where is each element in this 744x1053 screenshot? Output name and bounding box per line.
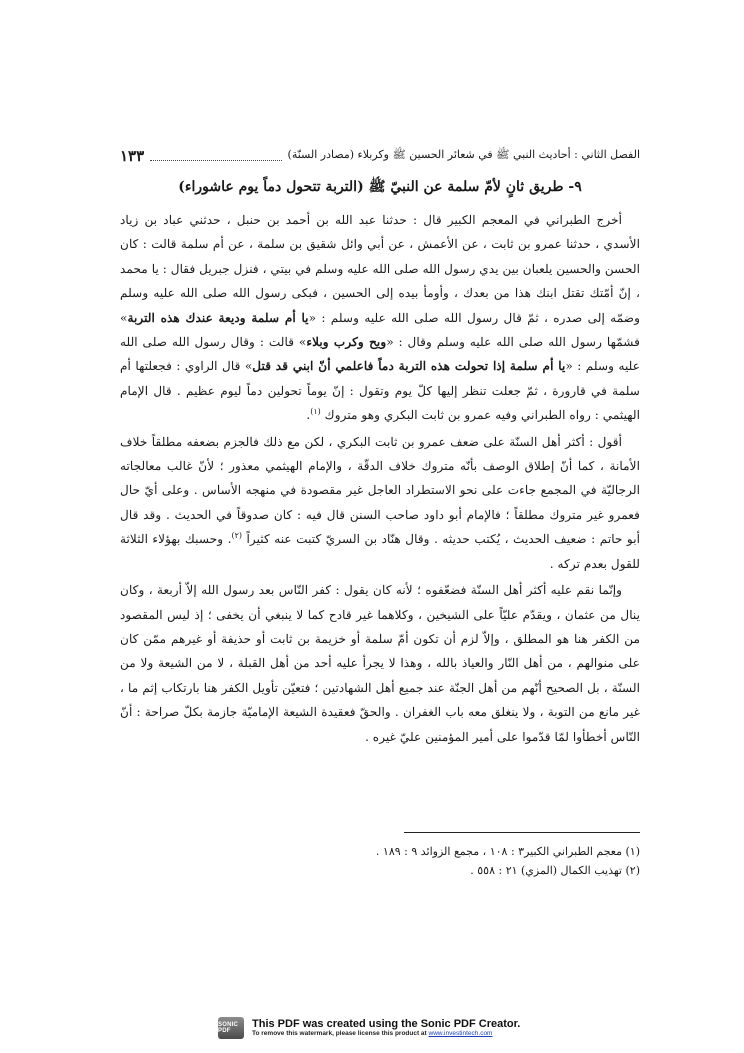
pdf-watermark bbox=[218, 1012, 538, 1044]
hadith-quote: ويح وكرب وبلاء bbox=[306, 335, 387, 350]
main-text bbox=[120, 208, 640, 749]
page-number: ١٣٣ bbox=[120, 147, 145, 165]
watermark-subtitle: To remove this watermark, please license this product at www.investintech.com bbox=[252, 1030, 493, 1038]
footnotes bbox=[290, 842, 640, 880]
section-heading: ٩- طريق ثانٍ لأمّ سلمة عن النبيّ ﷺ (التربة تتحول دماً يوم عاشوراء) bbox=[178, 179, 582, 195]
footnote-2: (٢) تهذيب الكمال (المزي) ٢١ : ٥٥٨ . bbox=[470, 864, 640, 877]
chapter-title: الفصل الثاني : أحاديث النبي ﷺ في شعائر الحسين ﷺ وكربلاء (مصادر السنّة) bbox=[287, 148, 640, 161]
sonic-pdf-logo: SONIC PDF bbox=[218, 1017, 244, 1039]
paragraph-1: أخرج الطبراني في المعجم الكبير قال : حدثنا عبد الله بن أحمد بن حنبل ، حدثني عباد بن زياد الأسدي ، حدثنا عمرو بن ثابت ، عن الأعمش ، عن أبي وائل شقيق بن سلمة ، عن أم سلمة قالت : كان الحسن والحسين يلعبان بين يدي رسول الله صلى الله عليه وسلم في بيتي ، فنزل جبريل فقال : يا محمد ، إنّ أمّتك تقتل ابنك هذا من بعدك ، وأومأ بيده إلى الحسين ، فبكى رسول الله صلى الله عليه وسلم وضمّه إلى صدره ، ثمّ قال رسول الله صلى الله عليه وسلم : «يا أم سلمة وديعة عندك هذه التربة» فشمّها رسول الله صلى الله عليه وسلم وقال : «ويح وكرب وبلاء» قالت : وقال رسول الله صلى الله عليه وسلم : «يا أم سلمة إذا تحولت هذه التربة دماً فاعلمي أنّ ابني قد قتل» قال الراوي : فجعلتها أم سلمة في قارورة ، ثمّ جعلت تنظر إليها كلّ يوم وتقول : إنّ يوماً تحولين دماً ليوم عظيم . قال الإمام الهيثمي : رواه الطبراني وفيه عمرو بن ثابت البكري وهو متروك $^{(١)}$. bbox=[120, 213, 640, 423]
paragraph-3: وإنّما نقم عليه أكثر أهل السنّة فضعّفوه ؛ لأنه كان يقول : كفر النّاس بعد رسول الله إلاّ أربعة ، وكان ينال من عثمان ، ويقدّم عليّاً على الشيخين ، وكلاهما غير قادح كما لا ينبغي أن يخفى ؛ إذ ليس المقصود من الكفر هنا هو المطلق ، وإلاّ لزم أن تكون أمّ سلمة أو خزيمة بن ثابت أو حذيفة أو غيرهم ممّن كان على منوالهم ، من أهل النّار والعياذ بالله ، وهذا لا يجرأ عليه أحد من أهل القبلة ، لا من الشيعة ولا من السنّة ، بل الصحيح أنّهم من أهل الجنّة عند جميع أهل الشهادتين ؛ فتعيّن تأويل الكفر هنا بارتكاب إثم ما ، غير مانع من التوبة ، ولا ينغلق معه باب الغفران . والحقّ فعقيدة الشيعة الإماميّة جازمة بكلّ صراحة : أنّ النّاس أخطأوا لمّا قدّموا على أمير المؤمنين عليّ غيره . bbox=[120, 583, 640, 744]
footnote-marker: (١) bbox=[310, 407, 321, 417]
running-header bbox=[120, 146, 640, 166]
footnote-divider bbox=[404, 832, 640, 833]
watermark-title: This PDF was created using the Sonic PDF Creator. bbox=[252, 1018, 521, 1031]
footnote-1: (١) معجم الطبراني الكبير٣ : ١٠٨ ، مجمع الزوائد ٩ : ١٨٩ . bbox=[375, 845, 640, 858]
footnote-marker: (٢) bbox=[231, 531, 243, 541]
hadith-quote: يا أم سلمة وديعة عندك هذه التربة bbox=[127, 310, 309, 325]
paragraph-2: أقول : أكثر أهل السنّة على ضعف عمرو بن ثابت البكري ، لكن مع ذلك فالجزم بضعفه مطلقاً خلاف الأمانة ، كما أنّ إطلاق الوصف بأنّه متروك خلاف الدقّة ، والإمام الهيثمي معذور ؛ لأنّ غالب معالجاته الرجاليّة في المجمع جاءت على نحو الاستطراد العاجل غير مقصودة في منهجه الأساس . وعلى أيّ حال فعمرو غير متروك مطلقاً ؛ فالإمام أبو داود صاحب السنن قال فيه : كان صدوقاً في الحديث . وقد قال أبو حاتم : ضعيف الحديث ، يُكتب حديثه . وقال هنّاد بن السريّ كتبت عنه كثيراً $^{(٢)}$. وحسبك بهؤلاء الثلاثة للقول بعدم تركه . bbox=[120, 434, 640, 571]
leader-dots bbox=[150, 151, 281, 161]
hadith-quote: يا أم سلمة إذا تحولت هذه التربة دماً فاعلمي أنّ ابني قد قتل bbox=[252, 359, 566, 374]
watermark-link[interactable]: www.investintech.com bbox=[428, 1030, 493, 1038]
